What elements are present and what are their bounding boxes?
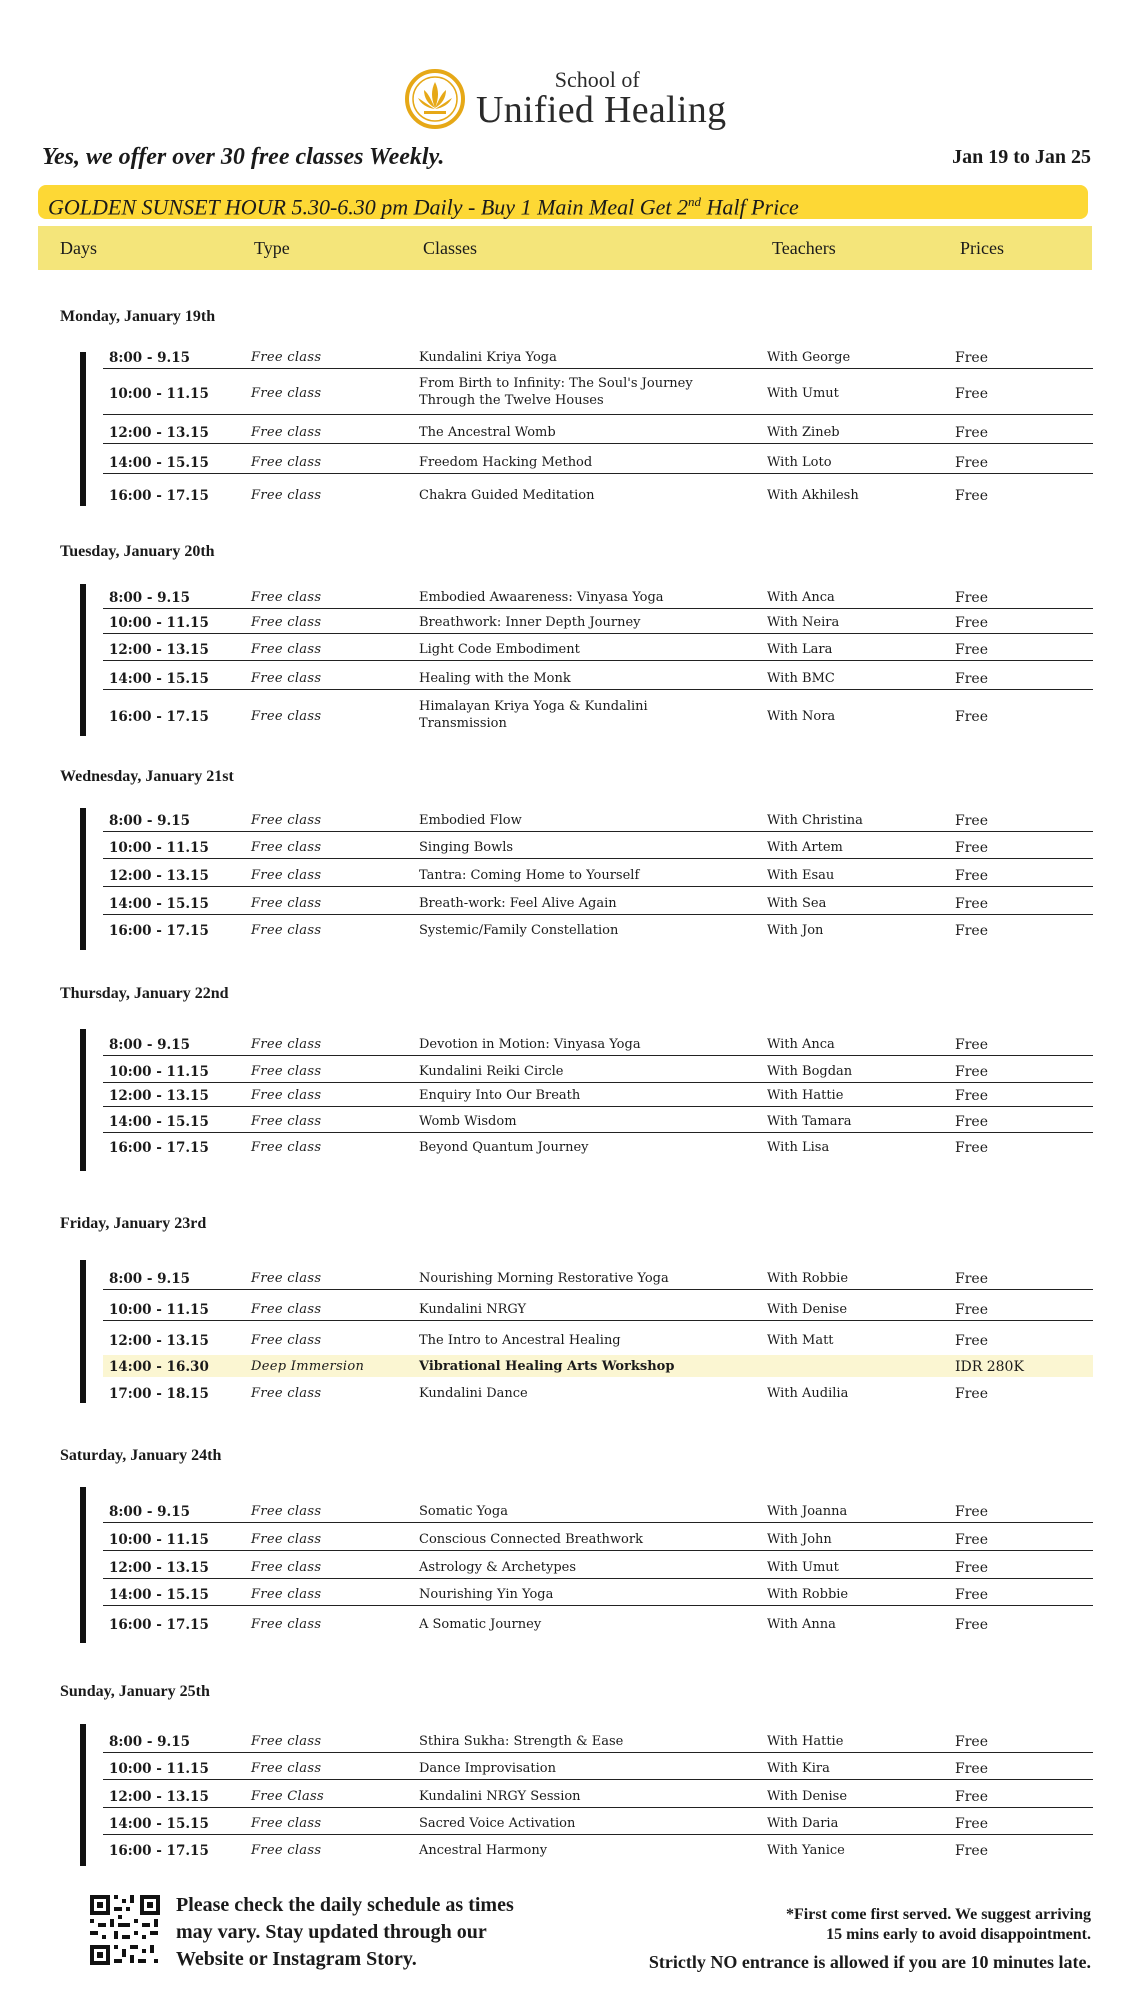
session-teacher: With Hattie [767,1734,844,1749]
brand-line-2: Unified Healing [476,89,727,131]
session-class: Systemic/Family Constellation [419,923,619,938]
day-title: Monday, January 19th [60,308,216,325]
session-type: Free class [251,1302,322,1317]
session-row [103,892,1093,915]
session-row [103,1839,1093,1861]
lotus-logo-icon [404,68,466,130]
session-class: Vibrational Healing Arts Workshop [419,1359,675,1374]
session-row [103,1613,1093,1635]
session-teacher: With Lara [767,642,833,657]
session-class: Nourishing Morning Restorative Yoga [419,1271,669,1286]
session-type: Free class [251,840,322,855]
session-teacher: With Denise [767,1789,848,1804]
session-teacher: With Yanice [767,1843,845,1858]
session-row [103,1812,1093,1835]
session-time: 10:00 - 11.15 [109,1064,209,1080]
banner-text-end: Half Price [700,194,799,220]
session-teacher: With Audilia [767,1386,849,1401]
session-row [103,1355,1093,1377]
session-class: Healing with the Monk [419,671,571,686]
day-divider-bar [80,1029,86,1171]
col-days: Days [60,238,97,258]
session-time: 16:00 - 17.15 [109,1617,209,1633]
session-row [103,1033,1093,1056]
session-price: Free [955,1386,988,1402]
session-class: Sthira Sukha: Strength & Ease [419,1734,624,1749]
session-time: 8:00 - 9.15 [109,590,191,606]
session-type: Free class [251,868,322,883]
session-price: Free [955,425,988,441]
session-teacher: With Loto [767,455,832,470]
session-type: Free class [251,1386,322,1401]
session-type: Free class [251,1843,322,1858]
policy-line: *First come first served. We suggest arriving [786,1906,1091,1923]
session-teacher: With Umut [767,1560,839,1575]
session-class: Devotion in Motion: Vinyasa Yoga [419,1037,641,1052]
session-class: Kundalini NRGY [419,1302,527,1317]
session-class: Kundalini Reiki Circle [419,1064,564,1079]
session-time: 16:00 - 17.15 [109,923,209,939]
session-row [103,1060,1093,1083]
session-time: 8:00 - 9.15 [109,1037,191,1053]
session-price: Free [955,1761,988,1777]
session-price: Free [955,488,988,504]
day-divider-bar [80,1260,86,1403]
session-class: Breath-work: Feel Alive Again [419,896,617,911]
tagline: Yes, we offer over 30 free classes Weekly. [42,144,445,170]
session-type: Deep Immersion [251,1359,365,1374]
session-time: 10:00 - 11.15 [109,615,209,631]
day-title: Friday, January 23rd [60,1215,207,1232]
col-teachers: Teachers [772,238,836,258]
session-row [103,1298,1093,1321]
session-type: Free class [251,1037,322,1052]
session-time: 10:00 - 11.15 [109,840,209,856]
session-time: 14:00 - 15.15 [109,1114,209,1130]
session-price: Free [955,350,988,366]
footer-line: Please check the daily schedule as times [176,1894,514,1916]
session-time: 12:00 - 13.15 [109,1789,209,1805]
session-time: 14:00 - 15.15 [109,896,209,912]
day-title: Tuesday, January 20th [60,543,215,560]
session-teacher: With Umut [767,386,839,401]
session-class: Ancestral Harmony [419,1843,548,1858]
session-teacher: With Tamara [767,1114,852,1129]
session-time: 8:00 - 9.15 [109,1504,191,1520]
session-type: Free class [251,1734,322,1749]
session-row [103,1528,1093,1551]
session-row [103,864,1093,887]
session-time: 14:00 - 15.15 [109,671,209,687]
session-type: Free class [251,671,322,686]
session-type: Free class [251,425,322,440]
session-teacher: With Joanna [767,1504,848,1519]
session-class: The Intro to Ancestral Healing [419,1333,621,1348]
session-class: Womb Wisdom [419,1114,517,1129]
session-class: Light Code Embodiment [419,642,580,657]
session-time: 16:00 - 17.15 [109,488,209,504]
session-price: Free [955,1302,988,1318]
session-time: 8:00 - 9.15 [109,813,191,829]
session-row [103,1084,1093,1107]
table-header [38,226,1092,270]
day-divider-bar [80,352,86,506]
late-notice: Strictly NO entrance is allowed if you are 10 minutes late. [648,1952,1091,1972]
session-type: Free class [251,1617,322,1632]
col-classes: Classes [423,238,477,258]
session-teacher: With Bogdan [767,1064,853,1079]
golden-hour-banner [38,185,1088,219]
session-time: 12:00 - 13.15 [109,425,209,441]
session-class: Tantra: Coming Home to Yourself [419,868,640,883]
session-row [103,1785,1093,1808]
footer-line: Website or Instagram Story. [176,1948,417,1970]
session-teacher: With Kira [767,1761,830,1776]
session-time: 8:00 - 9.15 [109,1734,191,1750]
session-row [103,1329,1093,1351]
session-class: Somatic Yoga [419,1504,508,1519]
session-row [103,1267,1093,1290]
session-type: Free class [251,615,322,630]
session-teacher: With Sea [767,896,827,911]
banner-text: GOLDEN SUNSET HOUR 5.30-6.30 pm Daily - Buy 1 Main Meal Get 2 [48,194,688,220]
session-type: Free class [251,1816,322,1831]
session-type: Free class [251,455,322,470]
session-time: 12:00 - 13.15 [109,1560,209,1576]
session-class: From Birth to Infinity: The Soul's Journey Through the Twelve Houses [419,376,693,408]
session-row [103,586,1093,609]
session-price: Free [955,642,988,658]
school-logo [404,68,726,130]
session-type: Free class [251,488,322,503]
session-class: Sacred Voice Activation [419,1816,576,1831]
session-row [103,611,1093,634]
session-class: The Ancestral Womb [419,425,556,440]
session-type: Free class [251,1088,322,1103]
session-class: Kundalini Kriya Yoga [419,350,557,365]
session-type: Free class [251,1114,322,1129]
session-price: Free [955,590,988,606]
session-class: Embodied Flow [419,813,522,828]
session-row [103,697,1093,737]
session-teacher: With Neira [767,615,840,630]
session-time: 14:00 - 16.30 [109,1359,209,1375]
session-class: Breathwork: Inner Depth Journey [419,615,641,630]
session-type: Free class [251,1140,322,1155]
session-teacher: With Lisa [767,1140,830,1155]
session-teacher: With Anca [767,1037,835,1052]
session-time: 12:00 - 13.15 [109,1333,209,1349]
session-teacher: With Jon [767,923,824,938]
session-price: IDR 280K [955,1359,1024,1375]
session-row [103,638,1093,661]
day-title: Saturday, January 24th [60,1447,222,1464]
session-class: Nourishing Yin Yoga [419,1587,554,1602]
session-teacher: With Hattie [767,1088,844,1103]
session-price: Free [955,1140,988,1156]
session-type: Free class [251,1271,322,1286]
banner-sup: nd [687,194,701,209]
session-teacher: With Denise [767,1302,848,1317]
session-price: Free [955,1532,988,1548]
session-teacher: With Robbie [767,1271,849,1286]
day-title: Wednesday, January 21st [60,768,234,785]
session-time: 10:00 - 11.15 [109,1761,209,1777]
footer-note [176,1892,514,1973]
session-class: Embodied Awaareness: Vinyasa Yoga [419,590,664,605]
session-type: Free Class [251,1789,324,1804]
session-teacher: With Artem [767,840,843,855]
session-time: 14:00 - 15.15 [109,455,209,471]
session-price: Free [955,1587,988,1603]
session-price: Free [955,671,988,687]
session-price: Free [955,1816,988,1832]
session-row [103,374,1093,415]
policy-line: 15 mins early to avoid disappointment. [826,1926,1091,1943]
session-price: Free [955,1114,988,1130]
session-teacher: With Zineb [767,425,840,440]
col-type: Type [254,238,290,258]
session-row [103,1757,1093,1780]
session-class: Astrology & Archetypes [419,1560,577,1575]
day-divider-bar [80,1724,86,1866]
session-price: Free [955,709,988,725]
day-divider-bar [80,1487,86,1643]
session-price: Free [955,1789,988,1805]
session-teacher: With Anna [767,1617,836,1632]
session-price: Free [955,1560,988,1576]
session-teacher: With Daria [767,1816,839,1831]
session-teacher: With Matt [767,1333,834,1348]
session-time: 17:00 - 18.15 [109,1386,209,1402]
session-price: Free [955,1088,988,1104]
qr-code-icon [88,1893,162,1967]
session-type: Free class [251,1333,322,1348]
session-type: Free class [251,590,322,605]
session-row [103,451,1093,474]
session-teacher: With Christina [767,813,863,828]
session-class: Singing Bowls [419,840,514,855]
session-type: Free class [251,1532,322,1547]
session-price: Free [955,615,988,631]
session-class: Freedom Hacking Method [419,455,593,470]
session-class: Chakra Guided Meditation [419,488,595,503]
session-type: Free class [251,642,322,657]
session-type: Free class [251,1761,322,1776]
session-row [103,484,1093,506]
session-type: Free class [251,813,322,828]
session-class: Kundalini Dance [419,1386,528,1401]
session-time: 16:00 - 17.15 [109,1843,209,1859]
session-class: Enquiry Into Our Breath [419,1088,581,1103]
session-row [103,836,1093,859]
session-class: Dance Improvisation [419,1761,556,1776]
date-range: Jan 19 to Jan 25 [952,146,1091,168]
session-time: 10:00 - 11.15 [109,386,209,402]
col-prices: Prices [960,238,1004,258]
session-time: 14:00 - 15.15 [109,1587,209,1603]
session-row [103,1583,1093,1606]
session-price: Free [955,1037,988,1053]
session-price: Free [955,813,988,829]
session-type: Free class [251,709,322,724]
session-row [103,667,1093,690]
session-time: 8:00 - 9.15 [109,350,191,366]
session-time: 12:00 - 13.15 [109,1088,209,1104]
session-price: Free [955,386,988,402]
session-row [103,1382,1093,1404]
session-price: Free [955,1064,988,1080]
session-type: Free class [251,896,322,911]
session-price: Free [955,1617,988,1633]
session-row [103,919,1093,941]
session-teacher: With George [767,350,851,365]
session-price: Free [955,1504,988,1520]
session-class: Beyond Quantum Journey [419,1140,589,1155]
session-price: Free [955,868,988,884]
session-price: Free [955,923,988,939]
session-teacher: With Esau [767,868,835,883]
session-class: Himalayan Kriya Yoga & Kundalini Transmission [419,699,648,731]
session-teacher: With Robbie [767,1587,849,1602]
session-teacher: With John [767,1532,832,1547]
session-type: Free class [251,1560,322,1575]
session-type: Free class [251,350,322,365]
session-time: 8:00 - 9.15 [109,1271,191,1287]
day-divider-bar [80,808,86,950]
session-time: 14:00 - 15.15 [109,1816,209,1832]
session-price: Free [955,1734,988,1750]
session-type: Free class [251,386,322,401]
session-teacher: With Akhilesh [767,488,859,503]
session-type: Free class [251,1064,322,1079]
session-price: Free [955,1271,988,1287]
session-type: Free class [251,1587,322,1602]
session-time: 12:00 - 13.15 [109,642,209,658]
session-row [103,1730,1093,1753]
session-row [103,1556,1093,1579]
day-title: Thursday, January 22nd [60,985,229,1002]
session-price: Free [955,896,988,912]
brand-line-1: School of [554,67,640,92]
session-type: Free class [251,1504,322,1519]
session-class: Kundalini NRGY Session [419,1789,581,1804]
session-row [103,809,1093,832]
session-row [103,346,1093,369]
session-time: 10:00 - 11.15 [109,1302,209,1318]
session-time: 12:00 - 13.15 [109,868,209,884]
session-class: Conscious Connected Breathwork [419,1532,643,1547]
day-title: Sunday, January 25th [60,1683,210,1700]
session-row [103,1110,1093,1133]
session-class: A Somatic Journey [419,1617,542,1632]
session-type: Free class [251,923,322,938]
session-price: Free [955,840,988,856]
session-price: Free [955,1843,988,1859]
day-divider-bar [80,584,86,736]
session-teacher: With Anca [767,590,835,605]
session-row [103,421,1093,444]
footer-policy [649,1905,1091,1972]
session-teacher: With Nora [767,709,836,724]
session-price: Free [955,455,988,471]
session-price: Free [955,1333,988,1349]
session-time: 10:00 - 11.15 [109,1532,209,1548]
session-row [103,1500,1093,1523]
session-teacher: With BMC [767,671,835,686]
session-row [103,1136,1093,1158]
footer-line: may vary. Stay updated through our [176,1921,487,1943]
session-time: 16:00 - 17.15 [109,709,209,725]
session-time: 16:00 - 17.15 [109,1140,209,1156]
